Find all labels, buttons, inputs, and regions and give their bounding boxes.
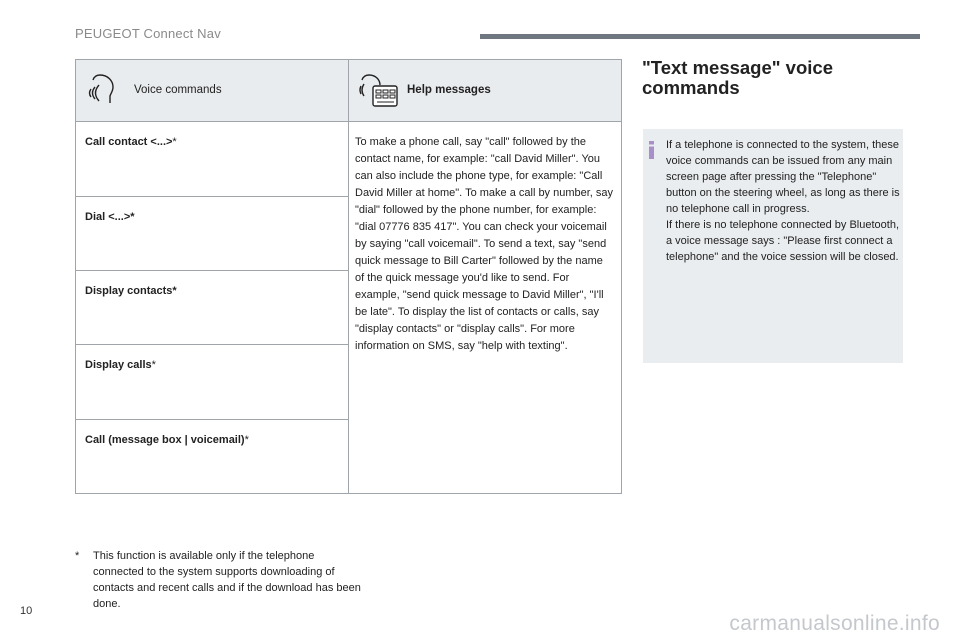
info-icon xyxy=(649,141,654,159)
table-row xyxy=(76,122,622,196)
page-number: 10 xyxy=(20,605,33,617)
watermark-text: carmanualsonline.info xyxy=(729,612,940,635)
footnote xyxy=(75,548,365,612)
footnote-text: This function is available only if the telephone connected to the system supports downloading of contacts and recent calls and if the download has been done. xyxy=(93,550,361,610)
info-text-connected: If a telephone is connected to the system, these voice commands can be issued from any main screen page after pressing the "Telephone" button on the steering wheel, as long as there is no telephone call in progress. xyxy=(666,139,900,215)
table-header-row xyxy=(76,60,622,122)
manual-section-title: PEUGEOT Connect Nav xyxy=(75,26,221,41)
command-call-message-box: Call (message box | voicemail)* xyxy=(76,419,349,493)
voice-command-icon xyxy=(86,72,126,108)
info-box xyxy=(643,129,903,363)
info-text xyxy=(666,137,901,265)
section-heading: "Text message" voice commands xyxy=(642,57,833,98)
command-display-contacts: Display contacts* xyxy=(76,270,349,344)
command-dial: Dial <...>* xyxy=(76,196,349,270)
voice-commands-table xyxy=(75,59,622,494)
voice-commands-label: Voice commands xyxy=(134,84,222,96)
help-message-text: To make a phone call, say "call" followed by the contact name, for example: "call David Miller". You can also include the phone type, for example: "Call David Miller at home". To make a call by number, say "dial" followed by the phone number, for example: "dial 07776 835 417". You can check your voicemail by saying "call voicemail". To send a text, say "send quick message to Bill Carter" followed by the name of the quick message you'd like to send. For example, "send quick message to David Miller", "I'll be late". To display the list of contacts or calls, say "display contacts" or "display calls". For more information on SMS, say "help with texting". xyxy=(349,122,622,494)
voice-commands-header xyxy=(76,60,349,122)
command-call-contact: Call contact <...>* xyxy=(76,122,349,196)
command-display-calls: Display calls* xyxy=(76,345,349,419)
help-messages-icon xyxy=(359,72,399,108)
info-text-not-connected: If there is no telephone connected by Bluetooth, a voice message says : "Please first connect a telephone" and the voice session will be closed. xyxy=(666,219,899,263)
footnote-mark: * xyxy=(75,550,80,562)
help-messages-header xyxy=(349,60,622,122)
help-messages-label: Help messages xyxy=(407,84,491,96)
header-divider-bar xyxy=(480,34,920,39)
